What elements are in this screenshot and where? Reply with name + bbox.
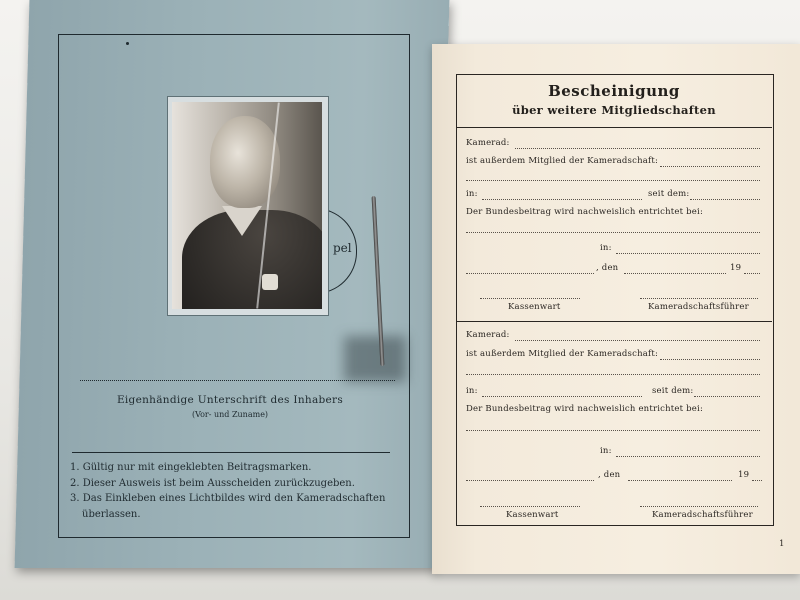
mitglied-field-2[interactable] (466, 180, 760, 181)
place-field[interactable] (466, 273, 594, 274)
notes-divider (72, 452, 390, 453)
fuehrer-signature[interactable] (640, 506, 758, 507)
kassenwart-signature[interactable] (480, 506, 580, 507)
note-item: 2. Dieser Ausweis ist beim Ausscheiden zurückzugeben. (70, 477, 355, 489)
signature-line (80, 380, 395, 381)
mitglied-field[interactable] (660, 359, 760, 360)
section-divider (456, 321, 772, 322)
in-field[interactable] (482, 199, 642, 200)
beitrag-field[interactable] (466, 232, 760, 233)
note-item: überlassen. (82, 508, 141, 520)
date-field[interactable] (628, 480, 732, 481)
in-label: in: (466, 386, 478, 396)
fuehrer-signature[interactable] (640, 298, 758, 299)
signature-label: Eigenhändige Unterschrift des Inhabers (116, 394, 344, 406)
note-item: 1. Gültig nur mit eingeklebten Beitragsmarken. (70, 462, 312, 473)
year-field[interactable] (752, 480, 762, 481)
notes-list (70, 460, 400, 522)
beitrag-field[interactable] (466, 430, 760, 431)
kamerad-label: Kamerad: (466, 138, 510, 148)
page-subtitle: über weitere Mitgliedschaften (512, 103, 716, 117)
kassenwart-label: Kassenwart (508, 302, 561, 312)
seit-label: seit dem: (648, 189, 690, 199)
mitglied-field-2[interactable] (466, 374, 760, 375)
stamp-text-fragment: pel (333, 241, 352, 255)
date-field[interactable] (624, 273, 726, 274)
staple-shadow (344, 336, 406, 382)
mitglied-field[interactable] (660, 166, 760, 167)
fuehrer-label: Kameradschaftsführer (652, 510, 753, 520)
kamerad-label: Kamerad: (466, 330, 510, 340)
seit-field[interactable] (694, 396, 760, 397)
kassenwart-signature[interactable] (480, 298, 580, 299)
in2-field[interactable] (616, 253, 760, 254)
fuehrer-label: Kameradschaftsführer (648, 302, 749, 312)
in-label: in: (466, 189, 478, 199)
uniform-badge-icon (262, 274, 278, 290)
note-item: 3. Das Einkleben eines Lichtbildes wird den Kameradschaften (70, 493, 386, 504)
den-label: , den (596, 263, 619, 273)
kassenwart-label: Kassenwart (506, 510, 559, 520)
year-label: 19 (738, 470, 750, 480)
kamerad-field[interactable] (515, 340, 760, 341)
page-title: Bescheinigung (548, 82, 680, 100)
title-divider (456, 127, 772, 128)
year-label: 19 (730, 263, 742, 273)
kamerad-field[interactable] (515, 148, 760, 149)
place-field[interactable] (466, 480, 594, 481)
in-field[interactable] (482, 396, 642, 397)
den-label: , den (598, 470, 621, 480)
beitrag-label: Der Bundesbeitrag wird nachweislich entrichtet bei: (466, 207, 704, 217)
beitrag-label: Der Bundesbeitrag wird nachweislich entrichtet bei: (466, 404, 704, 414)
in2-label: in: (600, 446, 612, 456)
mitglied-label: ist außerdem Mitglied der Kameradschaft: (466, 156, 659, 166)
year-field[interactable] (744, 273, 760, 274)
uniform-jacket (182, 210, 322, 309)
page-number: 1 (779, 539, 785, 549)
portrait-photo (172, 102, 322, 309)
in2-label: in: (600, 243, 612, 253)
signature-sublabel: (Vor- und Zuname) (191, 410, 269, 419)
seit-field[interactable] (690, 199, 760, 200)
ink-dot (126, 42, 129, 45)
in2-field[interactable] (616, 456, 760, 457)
seit-label: seit dem: (652, 386, 694, 396)
mitglied-label: ist außerdem Mitglied der Kameradschaft: (466, 349, 659, 359)
